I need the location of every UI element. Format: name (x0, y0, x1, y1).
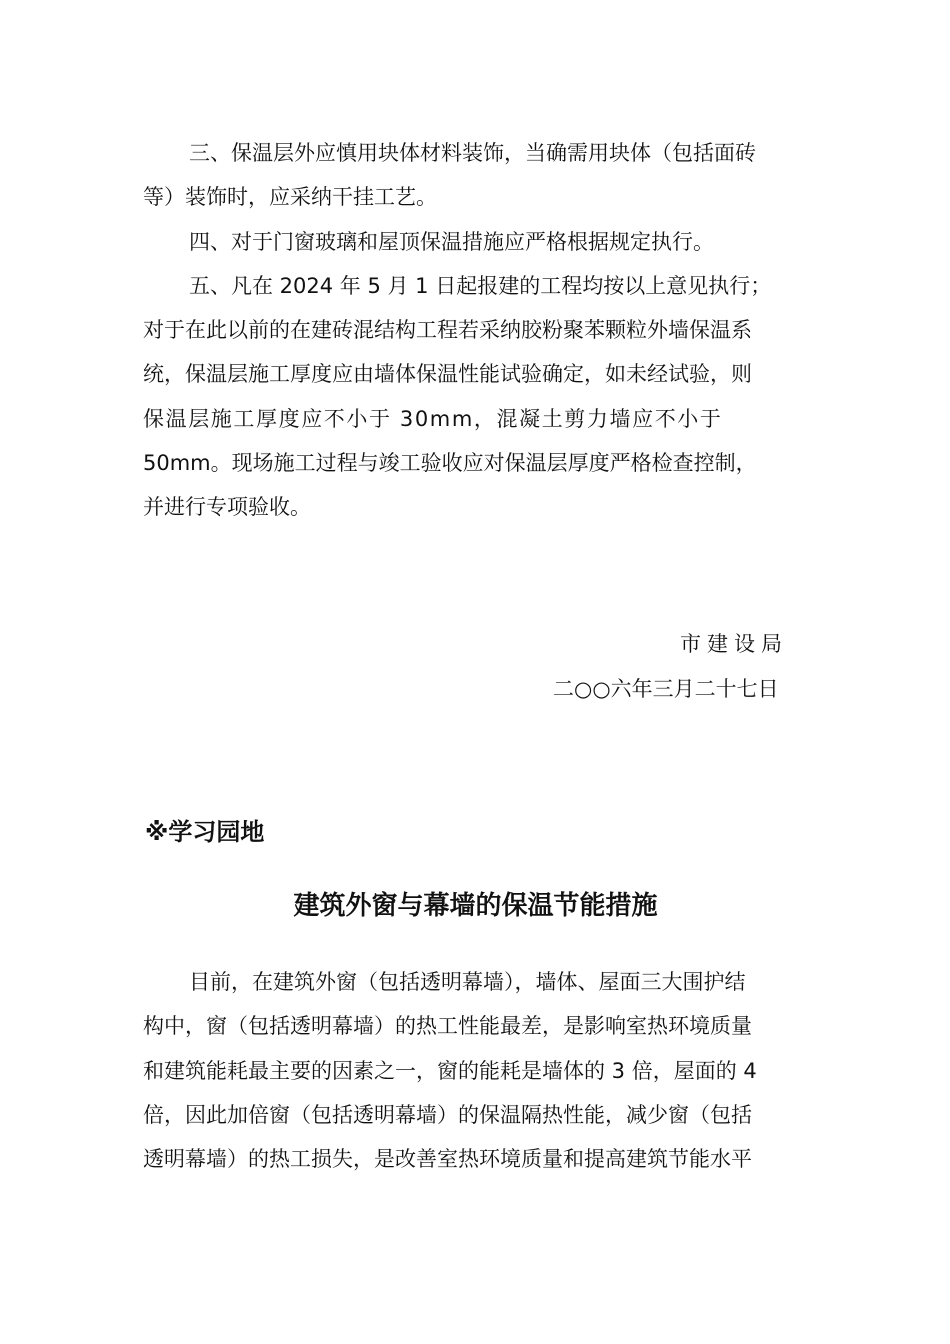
article-line-3: 和建筑能耗最主要的因素之一，窗的能耗是墙体的 3 倍，屋面的 4 (143, 1058, 757, 1083)
notice-body (143, 131, 808, 530)
article-line-1: 目前，在建筑外窗（包括透明幕墙），墙体、屋面三大围护结 (189, 970, 746, 994)
signature-date: 二○○六年三月二十七日 (553, 677, 779, 701)
article-paragraph-1 (143, 960, 808, 1181)
notice-paragraph-5-line-2: 对于在此以前的在建砖混结构工程若采纳胶粉聚苯颗粒外墙保温系 (143, 318, 752, 343)
notice-paragraph-5-line-3: 统，保温层施工厚度应由墙体保温性能试验确定，如未经试验，则 (143, 362, 752, 387)
article-body (143, 960, 808, 1181)
section-title: ※学习园地 (145, 818, 265, 846)
notice-paragraph-5-line-6: 并进行专项验收。 (143, 495, 311, 520)
article-line-4: 倍，因此加倍窗（包括透明幕墙）的保温隔热性能，减少窗（包括 (143, 1102, 752, 1127)
notice-paragraph-4-text: 四、对于门窗玻璃和屋顶保温措施应严格根据规定执行。 (189, 229, 714, 254)
notice-paragraph-3 (143, 131, 808, 220)
notice-paragraph-5-line-1: 五、凡在 2024 年 5 月 1 日起报建的工程均按以上意见执行； (189, 273, 772, 298)
article-line-5: 透明幕墙）的热工损失，是改善室热环境质量和提高建筑节能水平 (143, 1147, 752, 1172)
article-title: 建筑外窗与幕墙的保温节能措施 (293, 891, 658, 921)
article-line-2: 构中，窗（包括透明幕墙）的热工性能最差，是影响室热环境质量 (143, 1014, 752, 1039)
notice-paragraph-5-line-5: 50mm。现场施工过程与竣工验收应对保温层厚度严格检查控制， (143, 451, 757, 476)
signature-organization: 市建设局 (680, 632, 788, 656)
notice-paragraph-3-line-1: 三、保温层外应慎用块体材料装饰，当确需用块体（包括面砖 (189, 141, 756, 165)
notice-paragraph-5 (143, 264, 808, 530)
notice-paragraph-3-line-2: 等）装饰时，应采纳干挂工艺。 (143, 185, 437, 210)
notice-paragraph-5-line-4: 保温层施工厚度应不小于 30mm，混凝土剪力墙应不小于 (143, 406, 723, 431)
notice-paragraph-4 (143, 220, 808, 264)
